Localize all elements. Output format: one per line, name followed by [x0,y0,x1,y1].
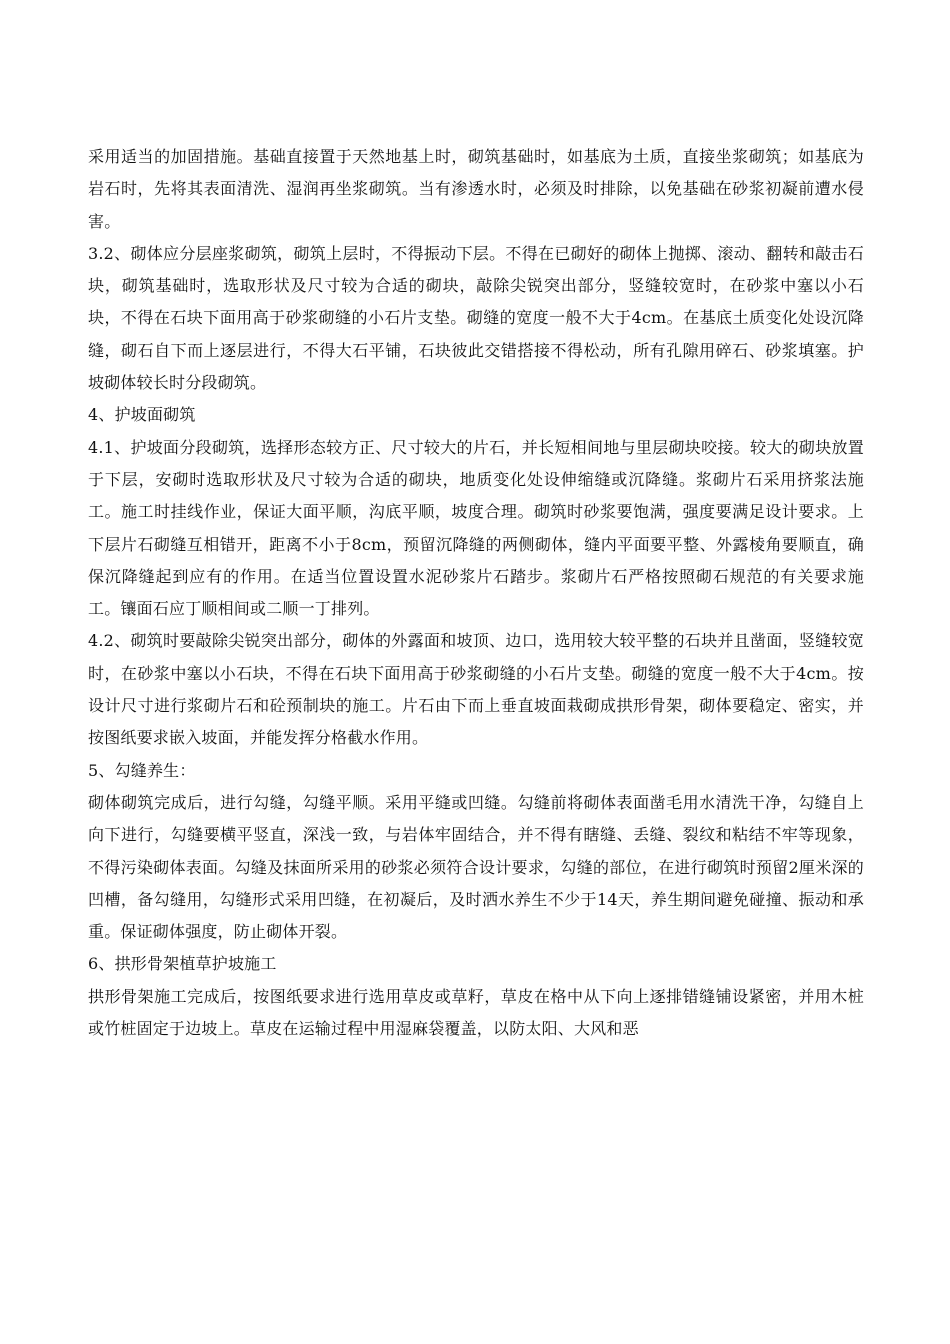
paragraph-grass-slope: 拱形骨架施工完成后，按图纸要求进行选用草皮或草籽，草皮在格中从下向上逐排错缝铺设紧密，并用木桩或竹桩固定于边坡上。草皮在运输过程中用湿麻袋覆盖，以防太阳、大风和恶 [88,986,864,1039]
paragraph-section-4-1: 4.1、护坡面分段砌筑，选择形态较方正、尺寸较大的片石，并长短相间地与里层砌块咬接。较大的砌块放置于下层，安砌时选取形状及尺寸较为合适的砌块，地质变化处设伸缩缝或沉降缝。浆砌片石采用挤浆法施工。施工时挂线作业，保证大面平顺，沟底平顺，坡度合理。砌筑时砂浆要饱满，强度要满足设计要求。上下层片石砌缝互相错开，距离不小于8cm，预留沉降缝的两侧砌体，缝内平面要平整、外露棱角要顺直，确保沉降缝起到应有的作用。在适当位置设置水泥砂浆片石踏步。浆砌片石严格按照砌石规范的有关要求施工。镶面石应丁顺相间或二顺一丁排列。 [88,437,864,619]
heading-section-6: 6、拱形骨架植草护坡施工 [88,954,277,974]
heading-section-5: 5、勾缝养生： [88,760,196,780]
paragraph-foundation-reinforcement: 采用适当的加固措施。基础直接置于天然地基上时，砌筑基础时，如基底为土质，直接坐浆砌筑；如基底为岩石时，先将其表面清洗、湿润再坐浆砌筑。当有渗透水时，必须及时排除，以免基础在砂浆初凝前遭水侵害。 [88,147,864,231]
paragraph-section-3-2: 3.2、砌体应分层座浆砌筑，砌筑上层时，不得振动下层。不得在已砌好的砌体上抛掷、滚动、翻转和敲击石块，砌筑基础时，选取形状及尺寸较为合适的砌块，敲除尖锐突出部分，竖缝较宽时，在砂浆中塞以小石块，不得在石块下面用高于砂浆砌缝的小石片支垫。砌缝的宽度一般不大于4cm。在基底土质变化处设沉降缝，砌石自下而上逐层进行，不得大石平铺，石块彼此交错搭接不得松动，所有孔隙用碎石、砂浆填塞。护坡砌体较长时分段砌筑。 [88,243,864,393]
paragraph-section-4-2: 4.2、砌筑时要敲除尖锐突出部分，砌体的外露面和坡顶、边口，选用较大较平整的石块并且凿面，竖缝较宽时，在砂浆中塞以小石块，不得在石块下面用高于砂浆砌缝的小石片支垫。砌缝的宽度一般不大于4cm。按设计尺寸进行浆砌片石和砼预制块的施工。片石由下而上垂直坡面栽砌成拱形骨架，砌体要稳定、密实，并按图纸要求嵌入坡面，并能发挥分格截水作用。 [88,631,864,748]
document-page [88,141,864,1045]
paragraph-pointing-curing: 砌体砌筑完成后，进行勾缝，勾缝平顺。采用平缝或凹缝。勾缝前将砌体表面凿毛用水清洗干净，勾缝自上向下进行，勾缝要横平竖直，深浅一致，与岩体牢固结合，并不得有瞎缝、丢缝、裂纹和粘结不牢等现象，不得污染砌体表面。勾缝及抹面所采用的砂浆必须符合设计要求，勾缝的部位，在进行砌筑时预留2厘米深的凹槽，备勾缝用，勾缝形式采用凹缝，在初凝后，及时洒水养生不少于14天，养生期间避免碰撞、振动和承重。保证砌体强度，防止砌体开裂。 [88,792,864,942]
heading-section-4: 4、护坡面砌筑 [88,405,196,425]
